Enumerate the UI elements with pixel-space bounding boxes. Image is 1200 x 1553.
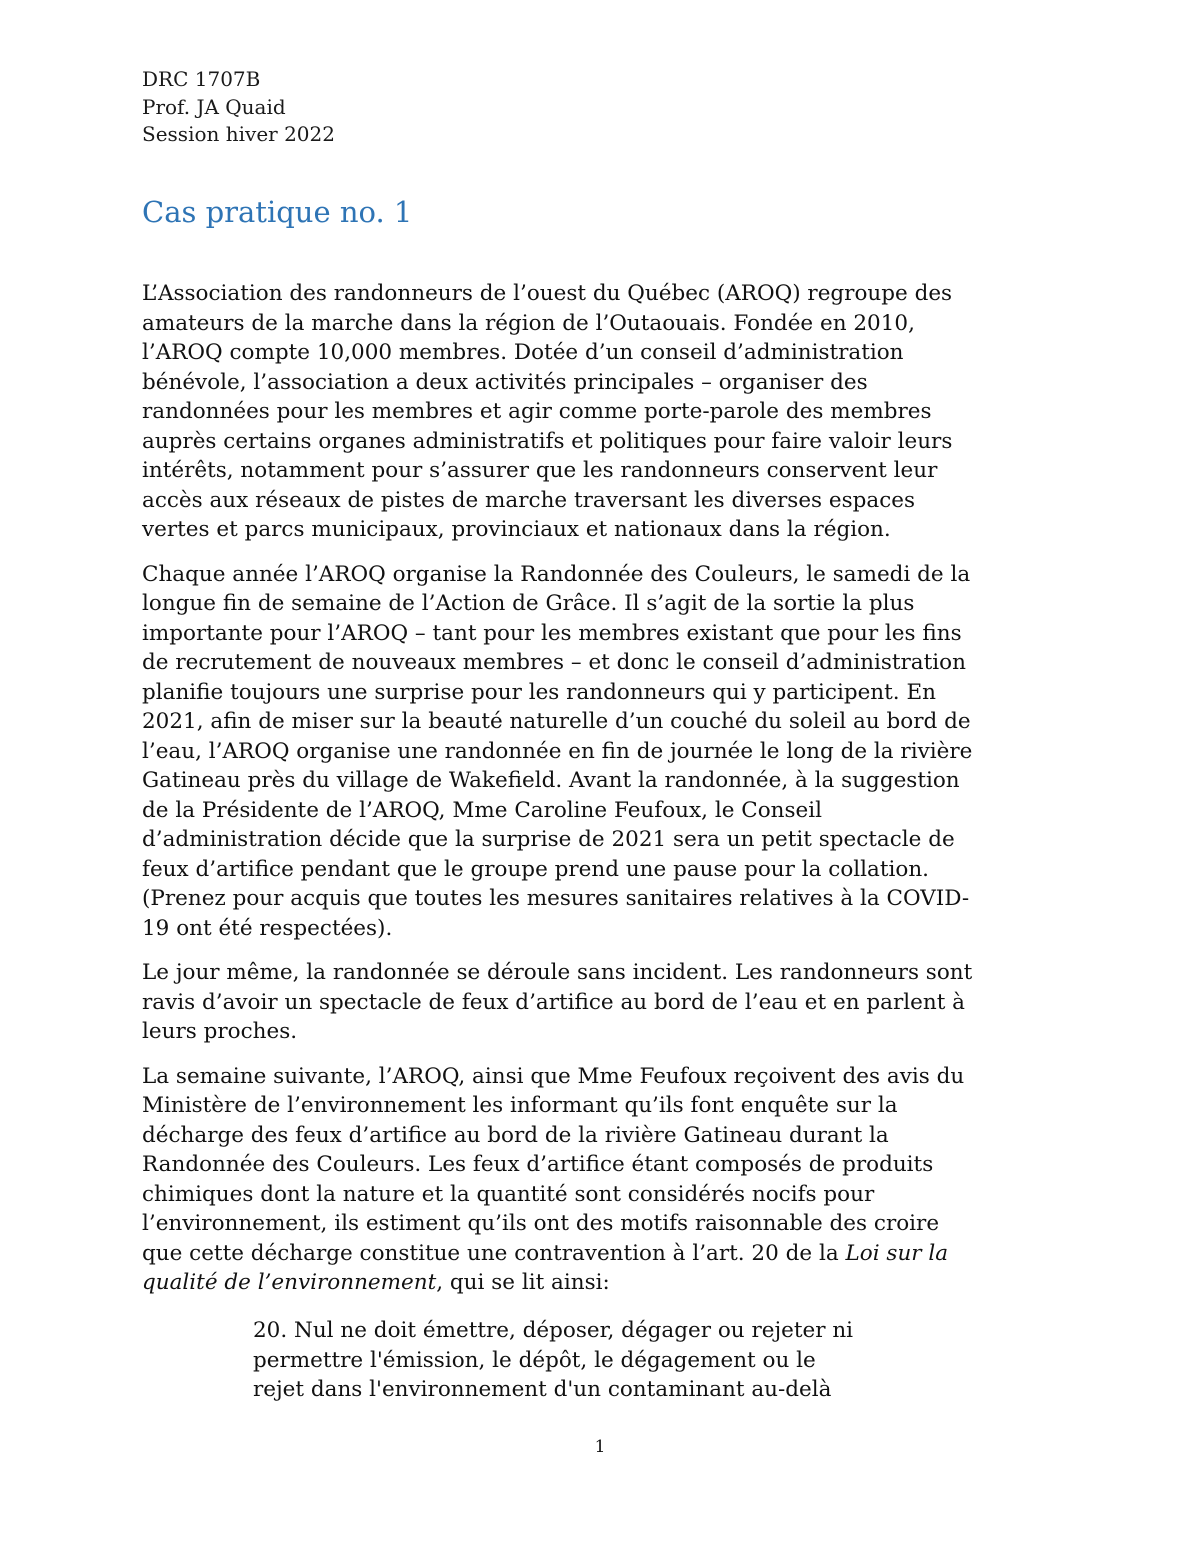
session-label: Session hiver 2022 (142, 122, 335, 146)
statute-quote (253, 1316, 853, 1405)
text-line-with-citation (142, 1268, 1082, 1298)
text-line: planifie toujours une surprise pour les randonneurs qui y participent. En (142, 679, 936, 705)
text-line: l’eau, l’AROQ organise une randonnée en fin de journée le long de la rivière (142, 738, 973, 764)
text-line: Gatineau près du village de Wakefield. Avant la randonnée, à la suggestion (142, 768, 960, 793)
text-line: vertes et parcs municipaux, provinciaux et nationaux dans la région. (142, 517, 891, 542)
text-line: accès aux réseaux de pistes de marche traversant les diverses espaces (142, 487, 916, 513)
text-line: feux d’artifice pendant que le groupe prend une pause pour la collation. (142, 856, 929, 882)
professor-name: Prof. JA Quaid (142, 94, 286, 119)
text-line: Le jour même, la randonnée se déroule sans incident. Les randonneurs sont (142, 960, 973, 985)
paragraph-3 (142, 958, 1082, 1047)
text-line: de la Présidente de l’AROQ, Mme Caroline Feufoux, le Conseil (142, 797, 823, 823)
text-line: L’Association des randonneurs de l’ouest du Québec (AROQ) regroupe des (142, 281, 953, 306)
text-line: bénévole, l’association a deux activités principales – organiser des (142, 369, 868, 395)
text-line: chimiques dont la nature et la quantité sont considérés nocifs pour (142, 1181, 875, 1207)
text-line: l’AROQ compte 10,000 membres. Dotée d’un conseil d’administration (142, 340, 904, 365)
text-line: longue fin de semaine de l’Action de Grâce. Il s’agit de la sortie la plus (142, 591, 915, 616)
statute-title-part-2: qualité de l’environnement (142, 1270, 437, 1295)
page-number: 1 (594, 1437, 606, 1457)
statute-title-part-1: Loi sur la (845, 1240, 949, 1266)
text-line: intérêts, notamment pour s’assurer que les randonneurs conservent leur (142, 458, 938, 483)
text-line: auprès certains organes administratifs et politiques pour faire valoir leurs (142, 428, 953, 454)
text-line: 2021, afin de miser sur la beauté naturelle d’un couché du soleil au bord de (142, 709, 971, 734)
text-line-with-citation (142, 1239, 1082, 1269)
text-line: Randonnée des Couleurs. Les feux d’artifice étant composés de produits (142, 1152, 934, 1177)
course-code: DRC 1707B (142, 67, 261, 91)
text-line: leurs proches. (142, 1019, 298, 1044)
text-line: l’environnement, ils estiment qu’ils ont des motifs raisonnable des croire (142, 1211, 940, 1236)
paragraph-2 (142, 560, 1082, 944)
text-line: (Prenez pour acquis que toutes les mesures sanitaires relatives à la COVID- (142, 886, 970, 911)
document-header (142, 66, 335, 149)
text-line: randonnées pour les membres et agir comme porte-parole des membres (142, 399, 932, 424)
text-line: amateurs de la marche dans la région de l’Outaouais. Fondée en 2010, (142, 310, 915, 336)
paragraph-1 (142, 279, 1082, 545)
text-line: La semaine suivante, l’AROQ, ainsi que Mme Feufoux reçoivent des avis du (142, 1063, 965, 1089)
text-line: Chaque année l’AROQ organise la Randonnée des Couleurs, le samedi de la (142, 561, 971, 587)
text-line: 19 ont été respectées). (142, 915, 393, 941)
paragraph-4 (142, 1062, 1082, 1298)
page-title: Cas pratique no. 1 (142, 195, 413, 229)
text-line: ravis d’avoir un spectacle de feux d’artifice au bord de l’eau et en parlent à (142, 989, 965, 1015)
quote-line: 20. Nul ne doit émettre, déposer, dégager ou rejeter ni (253, 1318, 854, 1343)
text-line: Ministère de l’environnement les informant qu’ils font enquête sur la (142, 1093, 898, 1118)
document-body (142, 279, 1082, 1313)
text-line: importante pour l’AROQ – tant pour les membres existant que pour les fins (142, 620, 962, 646)
text-span: , qui se lit ainsi: (436, 1270, 610, 1295)
quote-line: permettre l'émission, le dépôt, le dégagement ou le (253, 1347, 816, 1373)
quote-line: rejet dans l'environnement d'un contaminant au-delà (253, 1377, 832, 1402)
text-span: que cette décharge constitue une contravention à l’art. 20 de la (142, 1240, 846, 1266)
text-line: décharge des feux d’artifice au bord de la rivière Gatineau durant la (142, 1122, 889, 1148)
text-line: de recrutement de nouveaux membres – et donc le conseil d’administration (142, 650, 966, 675)
text-line: d’administration décide que la surprise de 2021 sera un petit spectacle de (142, 827, 955, 852)
